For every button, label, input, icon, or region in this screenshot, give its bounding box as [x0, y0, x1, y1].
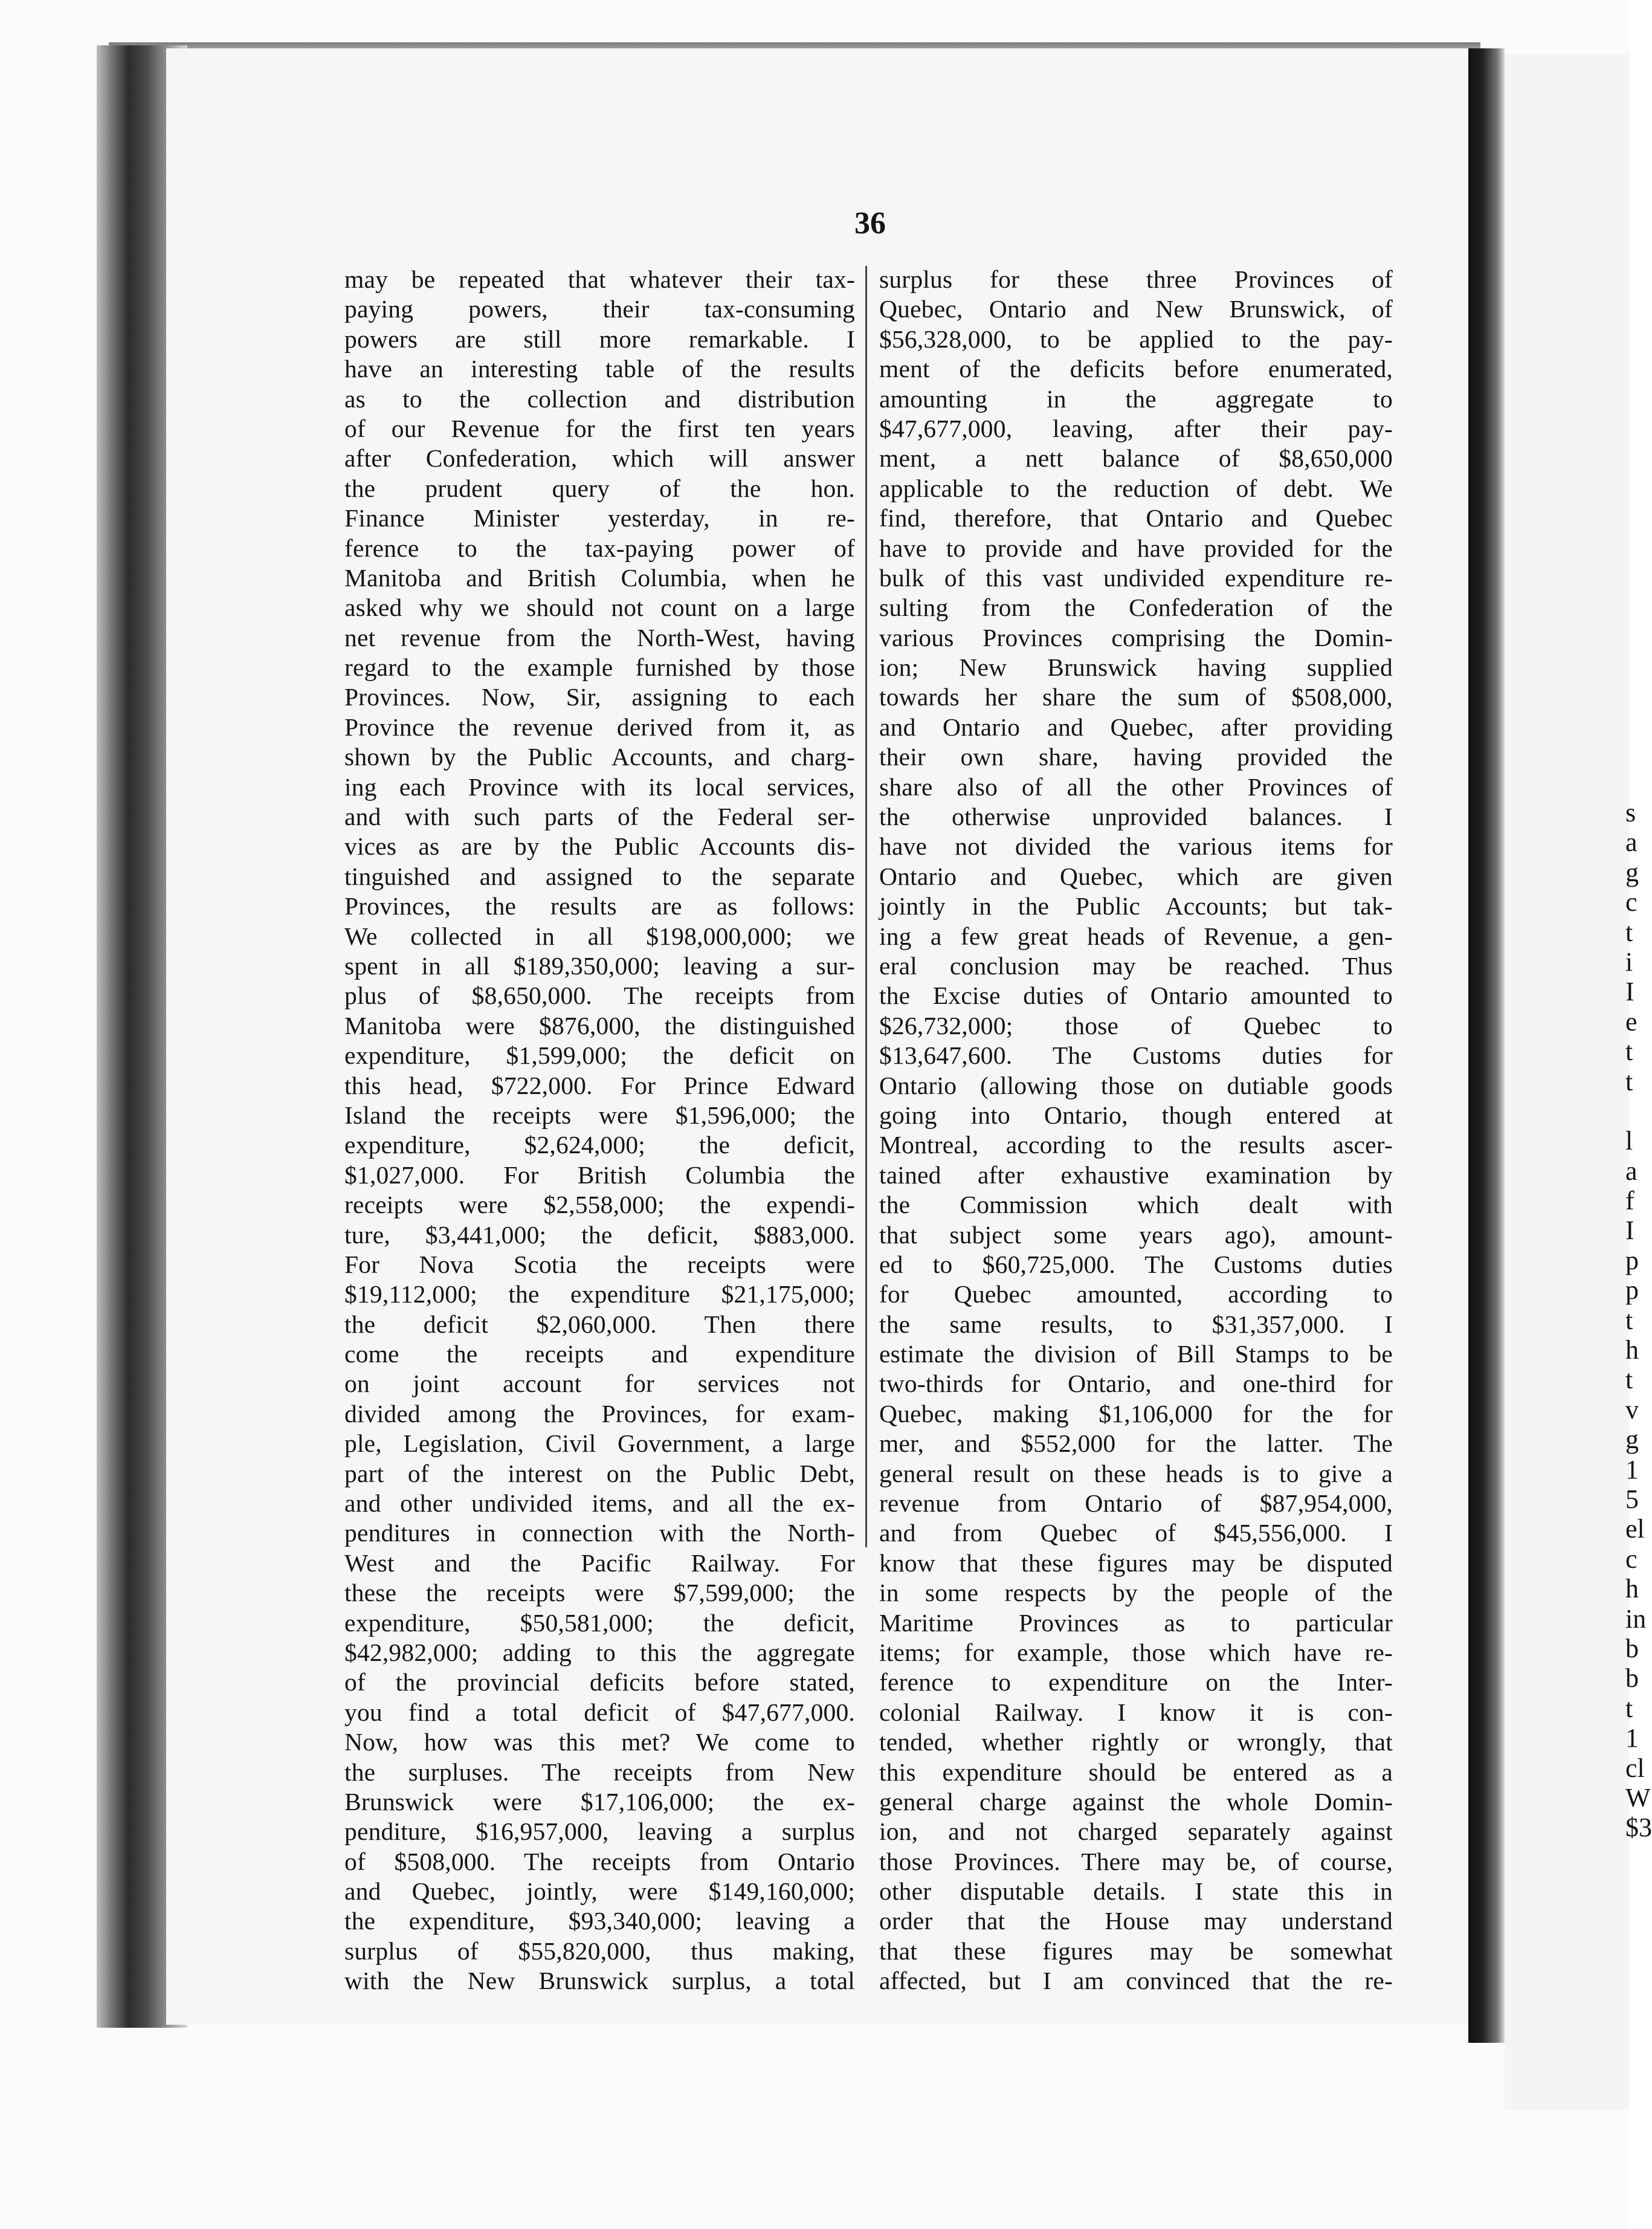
left-column-line: come the receipts and expenditure [344, 1340, 855, 1368]
facing-page-edge-fragment: p [1625, 1275, 1639, 1305]
left-column-line: Island the receipts were $1,596,000; the [344, 1101, 855, 1129]
facing-page-edge-fragment: in [1625, 1603, 1647, 1634]
right-column-line: two-thirds for Ontario, and one-third for [879, 1370, 1393, 1398]
right-column-line: ed to $60,725,000. The Customs duties [879, 1250, 1393, 1278]
left-column-line: and with such parts of the Federal ser- [344, 803, 855, 831]
right-column-line: order that the House may understand [879, 1907, 1393, 1935]
left-column-line: as to the collection and distribution [344, 384, 855, 413]
left-column-line: these the receipts were $7,599,000; the [344, 1579, 855, 1607]
facing-page-edge-fragment [1625, 1096, 1650, 1126]
book-gutter [1468, 48, 1505, 2043]
left-column-line: Provinces. Now, Sir, assigning to each [344, 683, 855, 711]
facing-page-edge-fragment: f [1625, 1186, 1634, 1216]
facing-page-edge-fragment: g [1625, 1425, 1639, 1455]
right-column-line: have not divided the various items for [879, 832, 1393, 861]
right-column-line: items; for example, those which have re- [879, 1638, 1393, 1666]
facing-page-text-edge [1625, 798, 1652, 1843]
facing-page-edge-fragment: t [1625, 1066, 1633, 1096]
facing-page-edge-fragment: h [1625, 1335, 1639, 1365]
facing-page-edge-fragment: s [1625, 798, 1636, 827]
left-column-line: after Confederation, which will answer [344, 444, 855, 473]
facing-page-edge-fragment: cl [1625, 1753, 1645, 1783]
left-column-line: Manitoba were $876,000, the distinguished [344, 1011, 855, 1040]
facing-page-fragment [1505, 54, 1629, 2109]
right-column-line: general result on these heads is to give a [879, 1459, 1393, 1487]
right-column-line: ment, a nett balance of $8,650,000 [879, 444, 1393, 473]
right-column-line: Maritime Provinces as to particular [879, 1608, 1393, 1637]
left-column-line: the expenditure, $93,340,000; leaving a [344, 1907, 855, 1935]
left-column-line: the prudent query of the hon. [344, 474, 855, 502]
right-column-line: Quebec, Ontario and New Brunswick, of [879, 295, 1393, 323]
left-column-line: spent in all $189,350,000; leaving a sur- [344, 951, 855, 980]
left-column-line: We collected in all $198,000,000; we [344, 922, 855, 950]
left-column-line: Provinces, the results are as follows: [344, 892, 855, 920]
facing-page-edge-fragment: e [1625, 1006, 1637, 1037]
right-column-line: amounting in the aggregate to [879, 384, 1393, 413]
right-column-line: $47,677,000, leaving, after their pay- [879, 414, 1393, 442]
right-column-line: mer, and $552,000 for the latter. The [879, 1429, 1393, 1458]
right-column-line: ion; New Brunswick having supplied [879, 653, 1393, 682]
left-column-line: on joint account for services not [344, 1370, 855, 1398]
page-number: 36 [854, 206, 886, 241]
right-column-line: share also of all the other Provinces of [879, 772, 1393, 801]
facing-page-edge-fragment: 5 [1625, 1484, 1639, 1514]
left-column-line: $1,027,000. For British Columbia the [344, 1160, 855, 1189]
left-column-line: $42,982,000; adding to this the aggregate [344, 1638, 855, 1666]
right-text-column [879, 265, 1393, 1995]
left-column-line: surplus of $55,820,000, thus making, [344, 1936, 855, 1965]
facing-page-edge-fragment: el [1625, 1514, 1645, 1544]
left-column-line: the surpluses. The receipts from New [344, 1758, 855, 1786]
right-column-line: $26,732,000; those of Quebec to [879, 1011, 1393, 1040]
right-column-line: colonial Railway. I know it is con- [879, 1698, 1393, 1726]
facing-page-edge-fragment: W [1625, 1782, 1651, 1813]
facing-page-edge-fragment: c [1625, 887, 1637, 917]
right-column-line: applicable to the reduction of debt. We [879, 474, 1393, 502]
facing-page-edge-fragment: b [1625, 1633, 1639, 1663]
left-column-line: penditure, $16,957,000, leaving a surplus [344, 1817, 855, 1846]
left-column-line: tinguished and assigned to the separate [344, 862, 855, 890]
left-column-line: penditures in connection with the North- [344, 1519, 855, 1547]
right-column-line: ment of the deficits before enumerated, [879, 355, 1393, 383]
right-column-line: sulting from the Confederation of the [879, 594, 1393, 622]
left-column-line: expenditure, $50,581,000; the deficit, [344, 1608, 855, 1637]
left-text-column [344, 265, 855, 1995]
right-column-line: Montreal, according to the results ascer- [879, 1131, 1393, 1159]
right-column-line: other disputable details. I state this in [879, 1877, 1393, 1906]
left-column-line: ference to the tax-paying power of [344, 534, 855, 562]
left-column-line: of our Revenue for the first ten years [344, 414, 855, 442]
right-column-line: ion, and not charged separately against [879, 1817, 1393, 1846]
right-column-line: Quebec, making $1,106,000 for the for [879, 1399, 1393, 1428]
left-column-line: have an interesting table of the results [344, 355, 855, 383]
right-column-line: the same results, to $31,357,000. I [879, 1310, 1393, 1338]
facing-page-edge-fragment: c [1625, 1544, 1637, 1574]
right-column-line: estimate the division of Bill Stamps to be [879, 1340, 1393, 1368]
facing-page-edge-fragment: I [1625, 977, 1634, 1007]
right-column-line: know that these figures may be disputed [879, 1548, 1393, 1577]
facing-page-edge-fragment: 1 [1625, 1723, 1639, 1753]
left-column-line: Now, how was this met? We come to [344, 1728, 855, 1756]
left-column-line: expenditure, $2,624,000; the deficit, [344, 1131, 855, 1159]
left-column-line: Province the revenue derived from it, as [344, 713, 855, 741]
left-column-line: this head, $722,000. For Prince Edward [344, 1071, 855, 1099]
left-column-line: part of the interest on the Public Debt, [344, 1459, 855, 1487]
left-column-line: expenditure, $1,599,000; the deficit on [344, 1041, 855, 1070]
left-column-line: Manitoba and British Columbia, when he [344, 563, 855, 592]
left-column-line: $19,112,000; the expenditure $21,175,000; [344, 1280, 855, 1309]
facing-page-edge-fragment: $3 [1625, 1813, 1652, 1843]
left-column-line: and Quebec, jointly, were $149,160,000; [344, 1877, 855, 1906]
right-column-line: various Provinces comprising the Domin- [879, 623, 1393, 652]
right-column-line: affected, but I am convinced that the re- [879, 1967, 1393, 1995]
right-column-line: Ontario (allowing those on dutiable goods [879, 1071, 1393, 1099]
right-column-line: the Excise duties of Ontario amounted to [879, 982, 1393, 1010]
right-column-line: towards her share the sum of $508,000, [879, 683, 1393, 711]
right-column-line: surplus for these three Provinces of [879, 265, 1393, 293]
left-column-line: powers are still more remarkable. I [344, 325, 855, 353]
facing-page-edge-fragment: i [1625, 946, 1633, 977]
facing-page-edge-fragment: a [1625, 827, 1637, 858]
right-column-line: their own share, having provided the [879, 743, 1393, 771]
left-column-line: For Nova Scotia the receipts were [344, 1250, 855, 1278]
left-column-line: plus of $8,650,000. The receipts from [344, 982, 855, 1010]
right-column-line: that these figures may be somewhat [879, 1936, 1393, 1965]
right-column-line: for Quebec amounted, according to [879, 1280, 1393, 1309]
right-column-line: have to provide and have provided for the [879, 534, 1393, 562]
left-column-line: ing each Province with its local services, [344, 772, 855, 801]
right-column-line: the Commission which dealt with [879, 1191, 1393, 1219]
facing-page-edge-fragment: h [1625, 1574, 1639, 1604]
facing-page-edge-fragment: t [1625, 917, 1633, 947]
facing-page-edge-fragment: g [1625, 857, 1639, 887]
facing-page-edge-fragment: v [1625, 1394, 1639, 1425]
right-column-line: and from Quebec of $45,556,000. I [879, 1519, 1393, 1547]
column-divider-rule [865, 266, 867, 1547]
facing-page-edge-fragment: I [1625, 1215, 1634, 1246]
left-column-line: net revenue from the North-West, having [344, 623, 855, 652]
left-column-line: paying powers, their tax-consuming [344, 295, 855, 323]
left-column-line: receipts were $2,558,000; the expendi- [344, 1191, 855, 1219]
facing-page-edge-fragment: t [1625, 1037, 1633, 1067]
right-column-line: general charge against the whole Domin- [879, 1787, 1393, 1816]
left-column-line: West and the Pacific Railway. For [344, 1548, 855, 1577]
right-column-line: revenue from Ontario of $87,954,000, [879, 1489, 1393, 1518]
right-column-line: those Provinces. There may be, of course, [879, 1847, 1393, 1875]
right-column-line: ference to expenditure on the Inter- [879, 1668, 1393, 1697]
right-column-line: $13,647,600. The Customs duties for [879, 1041, 1393, 1070]
right-column-line: find, therefore, that Ontario and Quebec [879, 504, 1393, 532]
facing-page-edge-fragment: t [1625, 1365, 1633, 1395]
left-column-line: with the New Brunswick surplus, a total [344, 1967, 855, 1995]
left-column-line: shown by the Public Accounts, and charg- [344, 743, 855, 771]
right-column-line: and Ontario and Quebec, after providing [879, 713, 1393, 741]
left-column-line: the deficit $2,060,000. Then there [344, 1310, 855, 1338]
right-column-line: Ontario and Quebec, which are given [879, 862, 1393, 890]
facing-page-edge-fragment: 1 [1625, 1454, 1639, 1484]
left-column-line: vices as are by the Public Accounts dis- [344, 832, 855, 861]
right-column-line: going into Ontario, though entered at [879, 1101, 1393, 1129]
facing-page-edge-fragment: l [1625, 1126, 1633, 1156]
right-column-line: eral conclusion may be reached. Thus [879, 951, 1393, 980]
right-column-line: in some respects by the people of the [879, 1579, 1393, 1607]
right-column-line: ing a few great heads of Revenue, a gen- [879, 922, 1393, 950]
left-column-line: regard to the example furnished by those [344, 653, 855, 682]
facing-page-edge-fragment: b [1625, 1663, 1639, 1694]
right-column-line: the otherwise unprovided balances. I [879, 803, 1393, 831]
right-column-line: bulk of this vast undivided expenditure re- [879, 563, 1393, 592]
left-column-line: may be repeated that whatever their tax- [344, 265, 855, 293]
right-column-line: tained after exhaustive examination by [879, 1160, 1393, 1189]
left-column-line: Finance Minister yesterday, in re- [344, 504, 855, 532]
facing-page-edge-fragment: t [1625, 1305, 1633, 1335]
left-column-line: of the provincial deficits before stated, [344, 1668, 855, 1697]
right-column-line: this expenditure should be entered as a [879, 1758, 1393, 1786]
right-column-line: that subject some years ago), amount- [879, 1220, 1393, 1249]
facing-page-edge-fragment: t [1625, 1693, 1633, 1723]
left-column-line: of $508,000. The receipts from Ontario [344, 1847, 855, 1875]
right-column-line: $56,328,000, to be applied to the pay- [879, 325, 1393, 353]
left-column-line: ture, $3,441,000; the deficit, $883,000. [344, 1220, 855, 1249]
left-column-line: Brunswick were $17,106,000; the ex- [344, 1787, 855, 1816]
left-column-line: ple, Legislation, Civil Government, a large [344, 1429, 855, 1458]
facing-page-edge-fragment: p [1625, 1245, 1639, 1275]
left-column-line: divided among the Provinces, for exam- [344, 1399, 855, 1428]
facing-page-edge-fragment: a [1625, 1156, 1637, 1186]
right-column-line: jointly in the Public Accounts; but tak- [879, 892, 1393, 920]
right-column-line: tended, whether rightly or wrongly, that [879, 1728, 1393, 1756]
left-column-line: and other undivided items, and all the ex- [344, 1489, 855, 1518]
left-column-line: asked why we should not count on a large [344, 594, 855, 622]
left-column-line: you find a total deficit of $47,677,000. [344, 1698, 855, 1726]
